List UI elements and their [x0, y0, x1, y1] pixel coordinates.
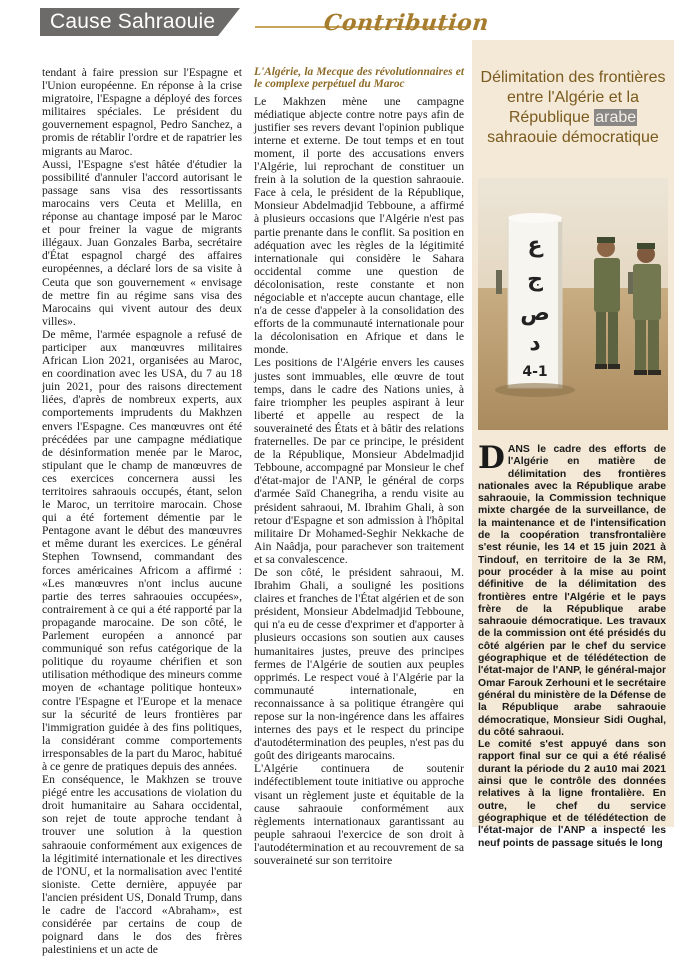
photo-illustration	[478, 178, 668, 430]
article-column-2	[254, 66, 464, 867]
marker-letter: د	[529, 331, 541, 356]
article-column-1	[42, 66, 242, 956]
article-paragraph: L'Algérie continuera de soutenir indéfectiblement toute initiative ou approche visant un règlement juste et équitable de la cause sahraouie conformément aux règlements internationaux garantissant au peuple sahraoui l'exercice de son droit à l'autodétermination et au recouvrement de sa souveraineté sur son territoire	[254, 762, 464, 868]
boundary-marker-photo	[478, 178, 668, 430]
sidebar-paragraph-text: ANS le cadre des efforts de l'Algérie en matière de délimitation des frontières nationales avec la République arabe sahraouie, la Commission technique mixte chargée de la surveillance, de la maintenance et de l'intensification de la coopération transfrontalière s'est réunie, les 14 et 15 juin 2021 à Tindouf, en territoire de la 3e RM, pour procéder à la mise au point définitive de la délimitation des frontières entre l'Algérie et le pays frère de la République arabe sahraouie démocratique. Les travaux de la commission ont été présidés du côté algérien par le chef du service géographique et de télédétection de l'état-major de l'ANP, le général-major Omar Farouk Zerhouni et le secrétaire général du ministère de la Défense de la République arabe sahraouie démocratique, Monsieur Sidi Oughal, du côté sahraoui.	[478, 444, 666, 738]
article-paragraph: De son côté, le président sahraoui, M. Ibrahim Ghali, a souligné les positions claires et franches de l'État algérien et de son président, Monsieur Abdelmadjid Tebboune, qui n'a eu de cesse d'exprimer et d'apporter à plusieurs occasions son soutien aux causes humanitaires justes, preuve des principes fermes de l'Algérie de soutien aux peuples opprimés. Le respect voué à l'Algérie par la communauté internationale, en reconnaissance à sa politique étrangère qui repose sur la non-ingérence dans les affaires internes des pays et le respect du principe d'autodétermination des peuples, n'est pas du goût des dirigeants marocains.	[254, 565, 464, 763]
section-label: Cause Sahraouie	[40, 8, 218, 36]
marker-letter: ج	[527, 267, 543, 292]
article-paragraph: Les positions de l'Algérie envers les causes justes sont immuables, elle œuvre de tout temps, dans le cadre des Nations unies, à faire triompher les peuples aspirant à leur liberté et appelle au respect de la souveraineté des États et à bâtir des relations fraternelles. De par ce principe, le président de la République, Monsieur Abdelmadjid Tebboune, accompagné par Monsieur le chef d'état-major de l'ANP, le général de corps d'armée Saïd Chanegriha, a rendu visite au président sahraoui, M. Ibrahim Ghali, à son retour d'Espagne et son admission à l'hôpital militaire Dr Mohamed-Seghir Nekkache de Ain Naâdja, pour parachever son traitement et sa convalescence.	[254, 356, 464, 566]
article-paragraph: Le Makhzen mène une campagne médiatique abjecte contre notre pays afin de justifier ses revers devant l'opinion publique interne et externe. De tout temps et en tout moment, il porte des accusations envers l'Algérie, lui reprochant de constituer un frein à la solution de la question sahraouie. Face à cela, le président de la République, Monsieur Abdelmadjid Tebboune, a affirmé à plusieurs occasions que l'Algérie n'est pas partie prenante dans le conflit. Sa position en adéquation avec les règles de la légitimité internationale qui considère le Sahara occidental comme une question de décolonisation, reste constante et non négociable et n'accepte aucun chantage, elle n'a de cesse d'appeler à la consolidation des efforts de la communauté internationale pour la décolonisation en Afrique et dans le monde.	[254, 94, 464, 357]
sidebar-title-part: sahraouie démocratique	[487, 129, 659, 146]
marker-letter: ع	[527, 233, 543, 258]
marker-letter: ص	[520, 301, 550, 326]
marker-number: 4-1	[522, 364, 548, 380]
dropcap: D	[478, 440, 505, 476]
sidebar-column	[478, 440, 666, 850]
sidebar-paragraph	[478, 440, 666, 739]
subheading: L'Algérie, la Mecque des révolutionnaires et le complexe perpétuel du Maroc	[254, 66, 464, 91]
sidebar-title-part: Délimitation des frontières entre l'Algérie et la République	[480, 69, 666, 126]
article-paragraph: En conséquence, le Makhzen se trouve piégé entre les accusations de violation du droit humanitaire au Sahara occidental, son rejet de toute approche tendant à trouver une solution à la question sahraouie conformément aux exigences de la légitimité internationale et les directives de l'ONU, et la normalisation avec l'entité sioniste. Cette dernière, appuyée par l'ancien président US, Donald Trump, dans le cadre de l'accord «Abraham», est considérée par certains de coup de poignard dans le dos des frères palestiniens et un acte de	[42, 773, 242, 956]
article-paragraph: Aussi, l'Espagne s'est hâtée d'étudier la possibilité d'annuler l'accord autorisant le passage sans visa des ressortissants marocains vers Ceuta et Melilla, en réponse au chantage imposé par le Maroc et pour freiner la vague de migrants illégaux. Juan Gonzales Barba, secrétaire d'État espagnol chargé des affaires européennes, a déclaré lors de sa visite à Ceuta que son gouvernement « envisage de mettre fin au régime sans visa des Marocains qui vivent autour des deux villes».	[42, 157, 242, 328]
sidebar-title-highlight: arabe	[595, 109, 637, 126]
rubric-title: Contribution	[322, 10, 491, 36]
article-paragraph: De même, l'armée espagnole a refusé de participer aux manœuvres militaires African Lion 2021, organisées au Maroc, en coordination avec les USA, du 7 au 18 juin 2021, pour des raisons directement liées, d'après de nombreux experts, aux comportements imprudents du Makhzen envers l'Espagne. Ces manœuvres ont été précédées par une campagne médiatique de désinformation menée par le Maroc, stipulant que le champ de manœuvres de ces exercices concernera aussi les territoires sahraouis occupés, étant, selon le Maroc, un territoire marocain. Chose qui a été fortement démentie par le Pentagone avant le début des manœuvres et même durant les exercices. Le général Stephen Townsend, commandant des forces américaines Africom a affirmé : «Les manœuvres n'ont inclus aucune partie des terres sahraouies occupées», contrairement à ce qui a été rapporté par la propagande marocaine. De son côté, le Parlement européen a annoncé par communiqué son refus catégorique de la politique du royaume chérifien et son utilisation méthodique des mineurs comme moyen de «chantage politique honteux» contre l'Espagne et l'Europe et la menace sur la sécurité de leurs frontières par l'immigration guidée à des fins politiques, la considérant comme comportements irresponsables de la part du Maroc, habitué à ce genre de pratiques depuis des années.	[42, 327, 242, 773]
sidebar-title	[478, 68, 668, 148]
article-paragraph: tendant à faire pression sur l'Espagne et l'Union européenne. En réponse à la crise migratoire, l'Espagne a déployé des forces militaires spéciales. Le président du gouvernement espagnol, Pedro Sanchez, a promis de rétablir l'ordre et de rapatrier les migrants au Maroc.	[42, 66, 242, 158]
sidebar-paragraph: Le comité s'est appuyé dans son rapport final sur ce qui a été réalisé durant la période du 2 au10 mai 2021 ainsi que le contrôle des données relatives à la ligne frontalière. En outre, le chef du service géographique et de télédétection de l'état-major de l'ANP a inspecté les neuf points de passage situés le long	[478, 739, 666, 849]
